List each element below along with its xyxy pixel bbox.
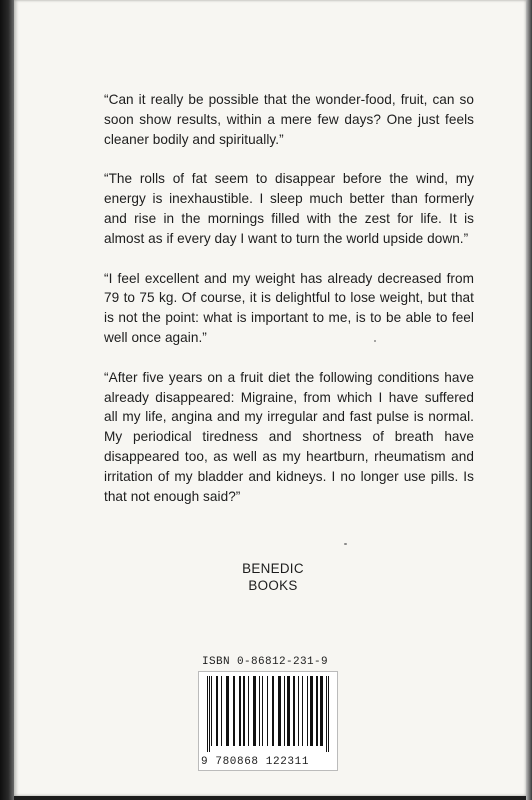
barcode-bar bbox=[320, 676, 323, 746]
barcode-panel bbox=[198, 671, 338, 771]
barcode-bar bbox=[287, 676, 290, 746]
barcode-bar bbox=[233, 676, 235, 746]
barcode-bar bbox=[259, 676, 260, 746]
barcode-bar bbox=[243, 676, 245, 746]
barcode-bar bbox=[216, 676, 218, 746]
isbn-label: ISBN 0-86812-231-9 bbox=[202, 656, 329, 668]
barcode-bar bbox=[307, 676, 308, 746]
barcode-bar bbox=[328, 676, 329, 752]
barcode-bar bbox=[209, 676, 210, 752]
barcode-bar bbox=[310, 676, 313, 746]
barcode-digits: 9 780868 122311 bbox=[201, 756, 310, 768]
publisher-line-2: BOOKS bbox=[248, 578, 298, 593]
barcode-bar bbox=[253, 676, 256, 746]
paper-speck bbox=[344, 543, 347, 545]
barcode-bar bbox=[298, 676, 299, 746]
publisher-name bbox=[0, 560, 532, 594]
publisher-line-1: BENEDIC bbox=[242, 561, 304, 576]
isbn-block bbox=[198, 656, 348, 771]
barcode-bar bbox=[293, 676, 295, 746]
barcode-bar bbox=[221, 676, 222, 746]
quote-3: “I feel excellent and my weight has already decreased from 79 to 75 kg. Of course, it is delightful to lose weight, but that is not the point: what is important to me, is to be able to feel well once again.” bbox=[104, 270, 474, 345]
quote-4: “After five years on a fruit diet the following conditions have already disappeared: Migraine, from which I have suffered all my life, angina and my irregular and fast pulse is normal. My periodical tiredness and shortness of breath have disappeared too, as well as my heartburn, rheumatism and irritation of my bladder and kidneys. I no longer use pills. Is that not enough said?” bbox=[104, 369, 474, 504]
barcode-bar bbox=[278, 676, 281, 746]
barcode-icon bbox=[205, 676, 331, 752]
barcode-bar bbox=[239, 676, 241, 746]
testimonial-quotes bbox=[104, 90, 474, 526]
barcode-bar bbox=[316, 676, 318, 746]
barcode-bar bbox=[284, 676, 285, 746]
book-spine-edge bbox=[0, 0, 14, 800]
barcode-bar bbox=[207, 676, 208, 752]
barcode-bar bbox=[302, 676, 303, 746]
barcode-bar bbox=[326, 676, 327, 752]
quote-2: “The rolls of fat seem to disappear before the wind, my energy is inexhaustible. I sleep much better than formerly and rise in the mornings filled with the zest for life. It is almost as if every day I want to turn the world upside down.” bbox=[104, 171, 474, 246]
quote-1: “Can it really be possible that the wonder-food, fruit, can so soon show results, within a mere few days? One just feels cleaner bodily and spiritually.” bbox=[104, 92, 474, 147]
barcode-bar bbox=[267, 676, 268, 746]
barcode-bar bbox=[248, 676, 249, 746]
barcode-bar bbox=[226, 676, 229, 746]
page-right-edge bbox=[526, 0, 532, 800]
barcode-bar bbox=[272, 676, 274, 746]
barcode-bar bbox=[262, 676, 263, 746]
barcode-bar bbox=[211, 676, 212, 746]
